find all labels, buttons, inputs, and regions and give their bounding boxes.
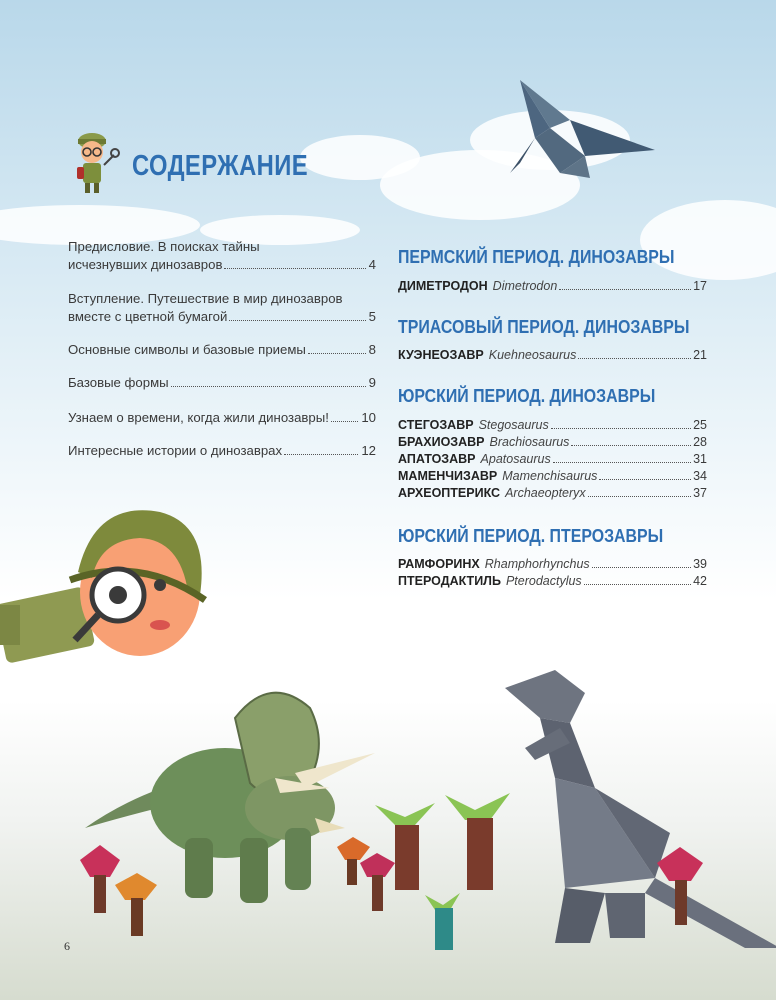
cloud	[640, 200, 776, 280]
toc-page-number: 28	[693, 435, 707, 449]
dino-name-latin: Mamenchisaurus	[502, 469, 598, 483]
leader-dots	[599, 479, 691, 480]
dino-name-ru: РАМФОРИНХ	[398, 557, 480, 571]
toc-page-number: 37	[693, 486, 707, 500]
dino-name-ru: ПТЕРОДАКТИЛЬ	[398, 574, 501, 588]
dino-name-latin: Dimetrodon	[492, 279, 558, 293]
toc-entry-text: Вступление. Путешествие в мир динозавров	[68, 291, 343, 306]
toc-page-number: 17	[693, 279, 707, 293]
dino-name-latin: Apatosaurus	[480, 452, 551, 466]
toc-entry-text: Узнаем о времени, когда жили динозавры!	[68, 410, 329, 425]
toc-entry-archaeopteryx[interactable]	[398, 485, 707, 502]
dino-name-latin: Archaeopteryx	[505, 486, 586, 500]
toc-entry-time[interactable]	[68, 409, 376, 427]
toc-entry-stories[interactable]	[68, 442, 376, 460]
toc-page-number: 4	[368, 257, 376, 272]
toc-entry-text: Интересные истории о динозаврах	[68, 443, 283, 458]
toc-entry-preface[interactable]	[68, 238, 376, 274]
dino-name-latin: Rhamphorhynchus	[484, 557, 590, 571]
leader-dots	[578, 358, 691, 359]
origami-pterosaur	[490, 78, 660, 198]
toc-entry-pterodactylus[interactable]	[398, 573, 707, 590]
leader-dots	[284, 454, 358, 455]
leader-dots	[584, 584, 691, 585]
toc-page-number: 31	[693, 452, 707, 466]
toc-entry-text: Базовые формы	[68, 375, 169, 390]
leader-dots	[229, 320, 365, 321]
section-heading-jurassic-dinosaurs: ЮРСКИЙ ПЕРИОД. ДИНОЗАВРЫ	[398, 385, 656, 406]
leader-dots	[224, 268, 365, 269]
toc-page-number: 25	[693, 418, 707, 432]
dino-name-ru: МАМЕНЧИЗАВР	[398, 469, 498, 483]
toc-page-number: 34	[693, 469, 707, 483]
leader-dots	[571, 445, 691, 446]
toc-entry-text: исчезнувших динозавров	[68, 257, 223, 272]
toc-entry-introduction[interactable]	[68, 290, 376, 326]
cartoon-boy-magnifier	[0, 500, 220, 685]
section-heading-triassic: ТРИАСОВЫЙ ПЕРИОД. ДИНОЗАВРЫ	[398, 316, 690, 337]
page-title: СОДЕРЖАНИЕ	[132, 150, 309, 182]
toc-entry-base-forms[interactable]	[68, 374, 376, 392]
cloud	[300, 135, 420, 180]
dino-name-latin: Kuehneosaurus	[488, 348, 577, 362]
toc-entry-text: Основные символы и базовые приемы	[68, 342, 306, 357]
toc-page-number: 39	[693, 557, 707, 571]
toc-page-number: 42	[693, 574, 707, 588]
dino-name-ru: ДИМЕТРОДОН	[398, 279, 488, 293]
leader-dots	[551, 428, 691, 429]
leader-dots	[588, 496, 691, 497]
section-heading-jurassic-pterosaurs: ЮРСКИЙ ПЕРИОД. ПТЕРОЗАВРЫ	[398, 525, 664, 546]
toc-page-number: 9	[368, 375, 376, 390]
dino-name-ru: КУЭНЕОЗАВР	[398, 348, 484, 362]
explorer-boy-icon	[66, 125, 122, 197]
toc-entry-mamenchisaurus[interactable]	[398, 468, 707, 485]
dino-name-ru: АРХЕОПТЕРИКС	[398, 486, 501, 500]
toc-page-number: 12	[361, 443, 376, 458]
toc-entry-stegosaurus[interactable]	[398, 417, 707, 434]
dino-name-latin: Pterodactylus	[505, 574, 582, 588]
toc-entry-dimetrodon[interactable]	[398, 278, 707, 295]
dino-name-latin: Stegosaurus	[478, 418, 549, 432]
dino-name-latin: Brachiosaurus	[489, 435, 570, 449]
leader-dots	[308, 353, 366, 354]
toc-page-number: 5	[368, 309, 376, 324]
page-number: 6	[64, 939, 70, 953]
toc-entry-brachiosaurus[interactable]	[398, 434, 707, 451]
toc-entry-apatosaurus[interactable]	[398, 451, 707, 468]
toc-entry-text: Предисловие. В поисках тайны	[68, 239, 260, 254]
leader-dots	[559, 289, 691, 290]
origami-plants	[75, 785, 735, 950]
toc-page-number: 21	[693, 348, 707, 362]
leader-dots	[553, 462, 691, 463]
section-heading-permian: ПЕРМСКИЙ ПЕРИОД. ДИНОЗАВРЫ	[398, 246, 675, 267]
dino-name-ru: СТЕГОЗАВР	[398, 418, 474, 432]
dino-name-ru: АПАТОЗАВР	[398, 452, 476, 466]
leader-dots	[592, 567, 691, 568]
toc-entry-rhamphorhynchus[interactable]	[398, 556, 707, 573]
leader-dots	[331, 421, 358, 422]
toc-entry-kuehneosaurus[interactable]	[398, 347, 707, 364]
dino-name-ru: БРАХИОЗАВР	[398, 435, 485, 449]
leader-dots	[171, 386, 366, 387]
toc-entry-text: вместе с цветной бумагой	[68, 309, 228, 324]
toc-page-number: 8	[368, 342, 376, 357]
toc-entry-symbols[interactable]	[68, 341, 376, 359]
toc-page-number: 10	[361, 410, 376, 425]
